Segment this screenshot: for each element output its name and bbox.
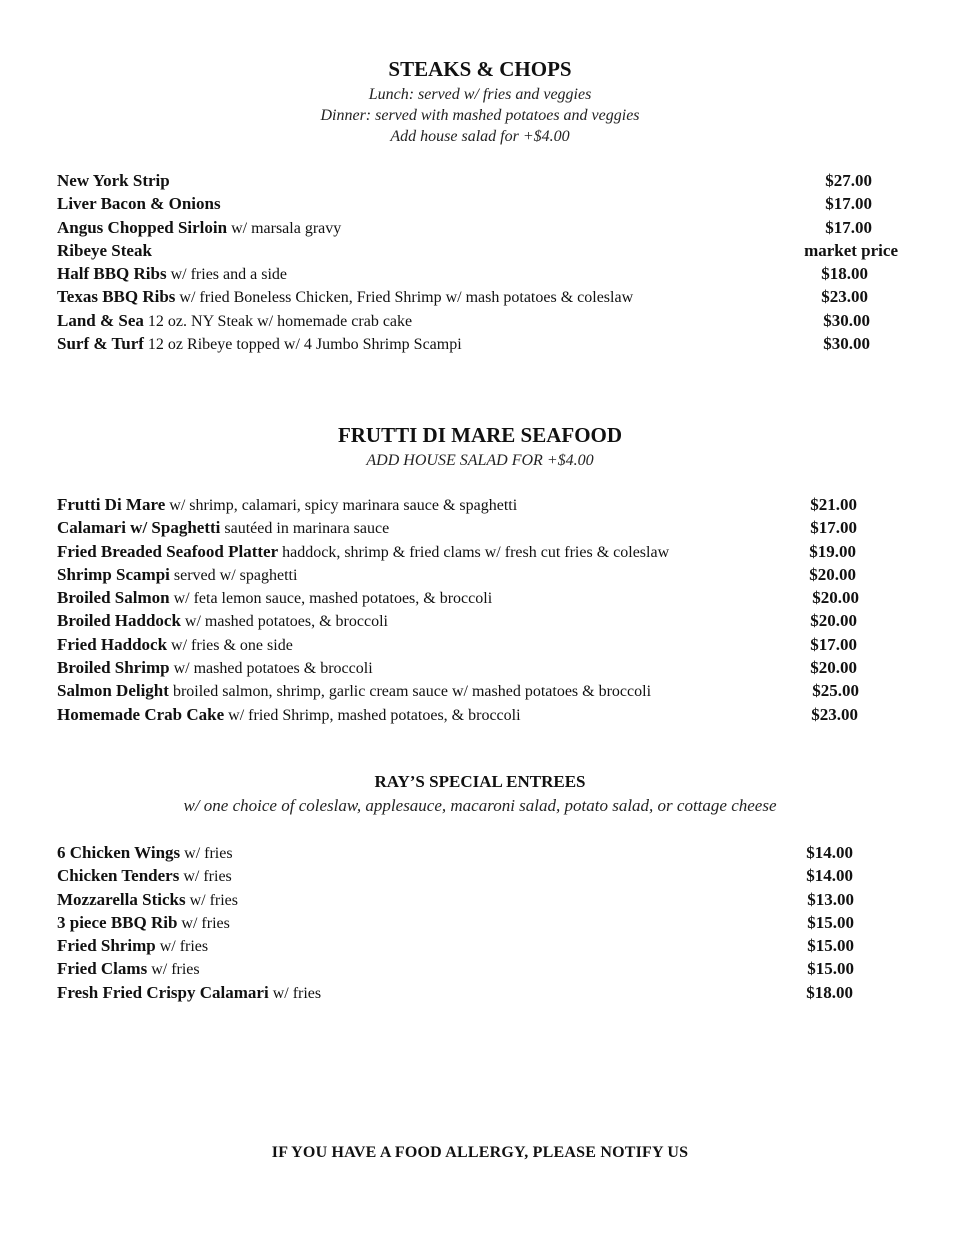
item-price: $27.00 <box>825 171 872 190</box>
menu-item <box>57 633 857 656</box>
item-name: Texas BBQ Ribs <box>57 287 176 307</box>
item-desc: w/ fries <box>177 914 230 932</box>
steaks-note-lunch: Lunch: served w/ fries and veggies <box>368 86 592 103</box>
menu-item <box>57 841 853 864</box>
item-desc: w/ mashed potatoes, & broccoli <box>180 613 388 631</box>
allergy-notice: IF YOU HAVE A FOOD ALLERGY, PLEASE NOTIFY US <box>271 1144 689 1161</box>
item-price: $19.00 <box>809 541 856 561</box>
item-desc: w/ fries <box>155 938 209 956</box>
item-desc: w/ fries and a side <box>166 266 287 284</box>
specials-list <box>57 841 853 1004</box>
item-desc: w/ fries <box>268 984 322 1002</box>
menu-item <box>57 493 857 516</box>
item-price: $14.00 <box>806 843 853 862</box>
item-name: Homemade Crab Cake <box>57 704 225 724</box>
item-name: Ribeye Steak <box>57 240 152 260</box>
menu-item <box>57 864 853 887</box>
menu-item <box>57 285 872 308</box>
section-title-steaks: STEAKS & CHOPS <box>388 57 572 81</box>
seafood-note-salad: ADD HOUSE SALAD FOR +$4.00 <box>366 452 594 469</box>
item-desc: w/ shrimp, calamari, spicy marinara sauce & spaghetti <box>165 497 518 514</box>
menu-item <box>57 239 898 262</box>
menu-item <box>57 192 872 215</box>
item-price: $13.00 <box>807 889 854 909</box>
menu-item <box>57 516 857 539</box>
steaks-list <box>57 169 898 355</box>
item-desc: broiled salmon, shrimp, garlic cream sauce w/ mashed potatoes & broccoli <box>168 683 652 701</box>
item-name: Frutti Di Mare <box>57 495 166 514</box>
item-price: $17.00 <box>825 194 872 214</box>
steaks-note-dinner: Dinner: served with mashed potatoes and veggies <box>320 107 640 124</box>
item-name: Land & Sea <box>57 310 144 330</box>
item-price: $20.00 <box>810 611 857 631</box>
item-desc: w/ fries <box>185 891 239 909</box>
specials-note-sides: w/ one choice of coleslaw, applesauce, macaroni salad, potato salad, or cottage cheese <box>183 796 777 815</box>
item-name: Shrimp Scampi <box>57 564 170 584</box>
item-name: Liver Bacon & Onions <box>57 194 221 214</box>
item-price: $23.00 <box>811 704 858 724</box>
item-desc: w/ fries & one side <box>167 636 293 654</box>
menu-item <box>57 540 857 563</box>
menu-item <box>57 332 872 355</box>
item-price: $20.00 <box>809 564 856 584</box>
item-price: $17.00 <box>810 634 857 654</box>
menu-item <box>57 888 853 911</box>
item-name: Half BBQ Ribs <box>57 264 167 284</box>
menu-item <box>57 957 853 980</box>
item-price: $20.00 <box>810 658 857 678</box>
menu-item <box>57 262 872 285</box>
item-desc: w/ fried Boneless Chicken, Fried Shrimp w/ mash potatoes & coleslaw <box>175 289 634 307</box>
item-price: $18.00 <box>821 264 868 284</box>
item-name: Fried Clams <box>57 959 148 979</box>
item-desc: w/ fries <box>179 868 232 886</box>
item-desc: served w/ spaghetti <box>169 566 298 584</box>
item-name: Mozzarella Sticks <box>57 889 186 909</box>
item-desc: w/ fries <box>180 845 233 862</box>
item-name: New York Strip <box>57 171 170 190</box>
menu-item <box>57 563 857 586</box>
item-desc: w/ mashed potatoes & broccoli <box>169 660 373 678</box>
item-price: $25.00 <box>812 681 859 701</box>
item-price: $21.00 <box>810 495 857 514</box>
item-desc: haddock, shrimp & fried clams w/ fresh cut fries & coleslaw <box>278 543 670 561</box>
menu-item <box>57 656 857 679</box>
item-desc: sautéed in marinara sauce <box>220 520 390 538</box>
item-name: Fresh Fried Crispy Calamari <box>57 982 269 1002</box>
item-price: $15.00 <box>807 912 854 932</box>
item-name: 3 piece BBQ Rib <box>57 912 178 932</box>
menu-item <box>57 934 853 957</box>
item-name: Salmon Delight <box>57 681 169 701</box>
menu-item <box>57 309 872 332</box>
item-name: Fried Shrimp <box>57 936 156 956</box>
item-price: $20.00 <box>812 588 859 608</box>
menu-item <box>57 586 857 609</box>
menu-item <box>57 981 853 1004</box>
item-price: $30.00 <box>823 334 870 354</box>
menu-item <box>57 216 872 239</box>
section-title-seafood: FRUTTI DI MARE SEAFOOD <box>337 423 623 447</box>
item-price: market price <box>804 240 898 260</box>
item-name: Fried Breaded Seafood Platter <box>57 541 279 561</box>
item-desc: 12 oz. NY Steak w/ homemade crab cake <box>143 312 413 330</box>
menu-item <box>57 703 857 726</box>
menu-item <box>57 169 872 192</box>
menu-item <box>57 609 857 632</box>
item-price: $14.00 <box>806 866 853 886</box>
item-name: Broiled Shrimp <box>57 658 170 678</box>
item-price: $15.00 <box>807 959 854 979</box>
item-desc: w/ fried Shrimp, mashed potatoes, & broccoli <box>224 706 521 724</box>
item-desc: w/ feta lemon sauce, mashed potatoes, & broccoli <box>169 590 493 608</box>
menu-item <box>57 679 857 702</box>
steaks-note-salad: Add house salad for +$4.00 <box>390 128 570 145</box>
item-name: Fried Haddock <box>57 634 168 654</box>
item-price: $23.00 <box>821 287 868 307</box>
seafood-list <box>57 493 857 726</box>
section-title-specials: RAY’S SPECIAL ENTREES <box>374 772 586 791</box>
item-desc: w/ fries <box>147 961 200 979</box>
item-price: $17.00 <box>825 217 872 237</box>
menu-item <box>57 911 853 934</box>
item-name: Broiled Salmon <box>57 588 170 608</box>
item-price: $17.00 <box>810 518 857 538</box>
item-price: $30.00 <box>823 310 870 330</box>
item-name: Broiled Haddock <box>57 611 181 631</box>
item-name: Calamari w/ Spaghetti <box>57 518 221 538</box>
item-name: Angus Chopped Sirloin <box>57 217 228 237</box>
item-desc: w/ marsala gravy <box>227 219 342 237</box>
item-name: Chicken Tenders <box>57 866 180 886</box>
item-name: Surf & Turf <box>57 334 144 354</box>
item-desc: 12 oz Ribeye topped w/ 4 Jumbo Shrimp Scampi <box>143 336 462 354</box>
item-price: $18.00 <box>806 982 853 1002</box>
item-name: 6 Chicken Wings <box>57 843 181 862</box>
item-price: $15.00 <box>807 936 854 956</box>
